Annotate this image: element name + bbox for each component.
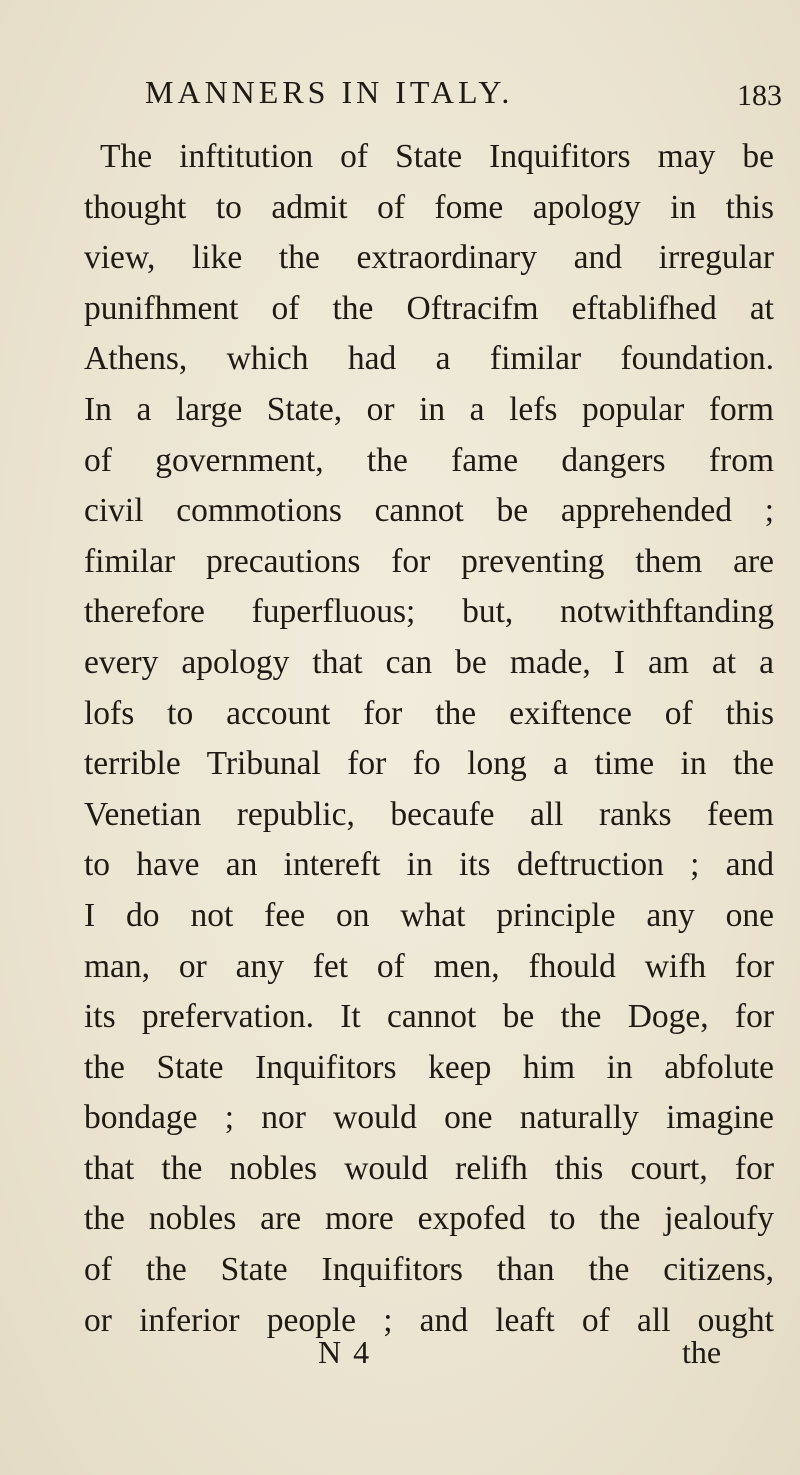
- text-line: or inferior people ; and leaft of all ought: [84, 1301, 774, 1339]
- text-line: lofs to account for the exiftence of this: [84, 694, 774, 732]
- text-line: view, like the extraordinary and irregular: [84, 239, 774, 277]
- body-text: [84, 132, 774, 1346]
- text-line: the nobles are more expofed to the jealoufy: [84, 1200, 774, 1238]
- text-line: I do not fee on what principle any one: [84, 896, 774, 934]
- text-line: its prefervation. It cannot be the Doge, for: [84, 998, 774, 1036]
- text-line: civil commotions cannot be apprehended ;: [84, 492, 774, 530]
- text-line: the State Inquifitors keep him in abfolute: [84, 1048, 774, 1086]
- page-number: 183: [737, 79, 782, 112]
- text-line: that the nobles would relifh this court, for: [84, 1149, 774, 1187]
- text-line: therefore fuperfluous; but, notwithftanding: [84, 593, 774, 631]
- text-line: Venetian republic, becaufe all ranks feem: [84, 795, 774, 833]
- text-line: bondage ; nor would one naturally imagine: [84, 1099, 774, 1137]
- text-line: thought to admit of fome apology in this: [84, 188, 774, 226]
- text-line: to have an intereft in its deftruction ; and: [84, 846, 774, 884]
- text-line: The inftitution of State Inquifitors may be: [100, 138, 774, 175]
- text-line: of government, the fame dangers from: [84, 441, 774, 479]
- running-head: MANNERS IN ITALY.: [145, 74, 514, 110]
- catchword: the: [682, 1334, 722, 1370]
- text-line: Athens, which had a fimilar foundation.: [84, 340, 774, 378]
- text-line: of the State Inquifitors than the citizens,: [84, 1251, 774, 1289]
- text-line: In a large State, or in a lefs popular form: [84, 390, 774, 428]
- text-line: fimilar precautions for preventing them are: [84, 542, 774, 580]
- page-footer: [0, 1330, 800, 1380]
- text-line: terrible Tribunal for fo long a time in the: [84, 745, 774, 783]
- text-line: every apology that can be made, I am at a: [84, 643, 774, 681]
- text-line: man, or any fet of men, fhould wifh for: [84, 947, 774, 985]
- signature-mark: N 4: [318, 1334, 372, 1370]
- text-line: punifhment of the Oftracifm eftablifhed at: [84, 289, 774, 327]
- page-header: [0, 72, 800, 122]
